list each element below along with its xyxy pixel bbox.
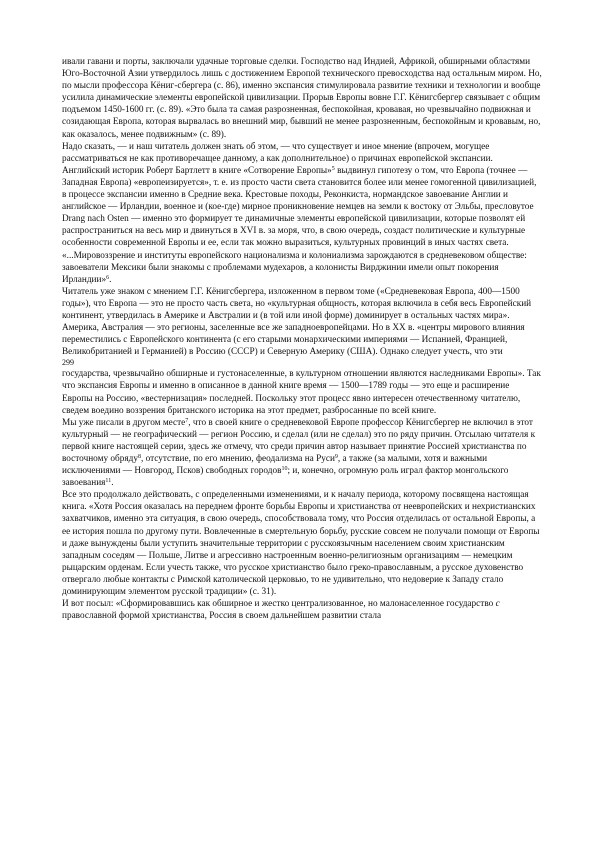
page-number: 299	[62, 358, 74, 368]
paragraph-3-text-a: «...Мировоззрение и институты европейского национализма и колониализма зарождаются в средневековом обществе: завоеватели Мексики были знакомы с проблемами мудехаров, а колонисты Вирджинии имели опыт покорения Ирландии»	[62, 250, 527, 285]
footnote-ref-8[interactable]: 8	[137, 454, 141, 460]
paragraph-8	[62, 598, 542, 622]
paragraph-3	[62, 250, 542, 286]
paragraph-6-text-b: , что в своей книге о средневековой Европе профессор Кёнигсбергер не включил в этот культурный — не географический — регион Россию, и сделал (или не сделал) это по ряду причин. Отсылаю читателя к первой книге настоящей серии, здесь же отмечу, что среди причин автор называет принятие Россией христианства по восточному обряду	[62, 417, 536, 464]
footnote-ref-7[interactable]: 7	[185, 417, 189, 424]
paragraph-8-text-a: И вот посыл: «Сформировавшись как обширное и жестко централизованное, но малонаселенное государство	[62, 599, 496, 610]
paragraph-2-text-a: Надо сказать, — и наш читатель должен знать об этом, — что существует и иное мнение (впрочем, могущее рассматриваться не как противоречащее данному, а как дополнительное) о причинах европейской экспансии. Английский историк Роберт Бартлетт в книге «Сотворение Европы»	[62, 141, 493, 176]
paragraph-6	[62, 417, 542, 490]
paragraph-1: ивали гавани и порты, заключали удачные торговые сделки. Господство над Индией, Африкой, обширными областями Юго-Восточной Азии утвердилось лишь с достижением Европой технического превосходства над остальным миром. Но, по мысли профессора Кёниг-сбергера (с. 86), именно экспансия стимулировала развитие техники и технологии и вообще усилила динамические элементы европейской цивилизации. Прорыв Европы вовне Г.Г. Кёнигсбергер связывает с общим подъемом 1450-1600 гг. (с. 89). «Это была та самая разрозненная, беспокойная, кровавая, но чрезвычайно подвижная и созидающая Европа, которая вырвалась во внешний мир, бывший не менее разрозненным, беспокойным и кровавым, но, как оказалось, менее подвижным» (с. 89).	[62, 57, 542, 140]
paragraph-7: Все это продолжало действовать, с определенными изменениями, и к началу периода, которому посвящена настоящая книга. «Хотя Россия оказалась на переднем фронте борьбы Европы и христианства от неевропейских и нехристианских захватчиков, именно эта ситуация, в свою очередь, способствовала тому, что Россия отделилась от остальной Европы, а ее история пошла по другому пути. Вовлеченные в смертельную борьбу, русские совсем не получали помощи от Европы и даже вынуждены были уступить значительные территории с русскоязычным населением своим христианским западным соседям — Польше, Литве и агрессивно настроенным военно-религиозным организациям — немецким рыцарским орденам. Если учесть также, что русское христианство было греко-православным, а русское духовенство отвергало любые контакты с Римской католической церковью, то не удивительно, что недоверие к Западу стало доминирующим элементом русской традиции» (с. 31).	[62, 490, 540, 598]
paragraph-6-text-e: ; и, конечно, огромную роль играл фактор монгольского завоевания	[62, 466, 509, 489]
footnote-ref-9[interactable]: 9	[334, 454, 338, 460]
paragraph-6-text-f: .	[111, 478, 114, 489]
paragraph-2-text-b: выдвинул гипотезу о том, что Европа (точнее — Западная Европа) «европеизируется», т. е. из просто части света становится более или менее гомогенной цивилизацией, в процессе экспансии именно в Средние века. Крестовые походы, Реконкиста, нормандское завоевание Англии и английское — Ирландии, военное и (кое-где) мирное проникновение немцев на земли к востоку от Эльбы, пресловутое Drang nach Osten — именно это формирует те динамичные элементы европейской цивилизации, которые позволят ей распространиться на весь мир и двинуться в XVI в. за моря, что, в свою очередь, создаст политические и культурные особенности современной Европы и ее, если так можно выразиться, культурных провинций в иных частях света.	[62, 165, 537, 249]
paragraph-6-text-a: Мы уже писали в другом месте	[62, 417, 186, 428]
paragraph-3-text-b: .	[109, 274, 112, 285]
paragraph-4: Читатель уже знаком с мнением Г.Г. Кёнигсбергера, изложенном в первом томе («Средневековая Европа, 400—1500 годы»), что Европа — это не просто часть света, но «культурная общность, которая включила в себя весь Европейский континент, утвердилась в Америке и Австралии и (в той или иной форме) доминирует в остальных частях мира». Америка, Австралия — это регионы, заселенные все же западноевропейцами. Но в XX в. «центры мирового влияния переместились с Европейского континента (с его старыми монархическими империями — Испанией, Францией, Великобританией и Германией) в Россию (СССР) и Северную Америку (США). Однако следует учесть, что эти	[62, 286, 532, 358]
paragraph-6-text-c: , отсутствие, по его мнению, феодализма на Руси	[140, 454, 335, 464]
footnote-ref-11[interactable]: 11	[105, 478, 112, 485]
paragraph-8-italic: с	[495, 599, 500, 610]
document-page	[62, 56, 542, 622]
paragraph-8-text-b: православной формой христианства, Россия в своем дальнейшем развитии стала	[62, 611, 382, 622]
footnote-ref-10[interactable]: 10	[281, 466, 288, 473]
paragraph-2	[62, 141, 542, 250]
paragraph-6-text-d: , а также (за малыми, хотя и важными исключениями — Новгород, Псков) свободных городов	[62, 454, 488, 477]
footnote-ref-5[interactable]: 5	[331, 165, 335, 172]
paragraph-5: государства, чрезвычайно обширные и густонаселенные, в культурном отношении являются наследниками Европы». Так что экспансия Европы и именно в описанное в данной книге время — 1500—1789 годы — это еще и расширение Европы на Россию, «вестернизация» последней. Поскольку этот процесс явно интересен отечественному читателю, сведем воедино воззрения британского историка на этот предмет, разбросанные по всей книге.	[62, 369, 541, 416]
footnote-ref-6[interactable]: 6	[106, 274, 110, 281]
